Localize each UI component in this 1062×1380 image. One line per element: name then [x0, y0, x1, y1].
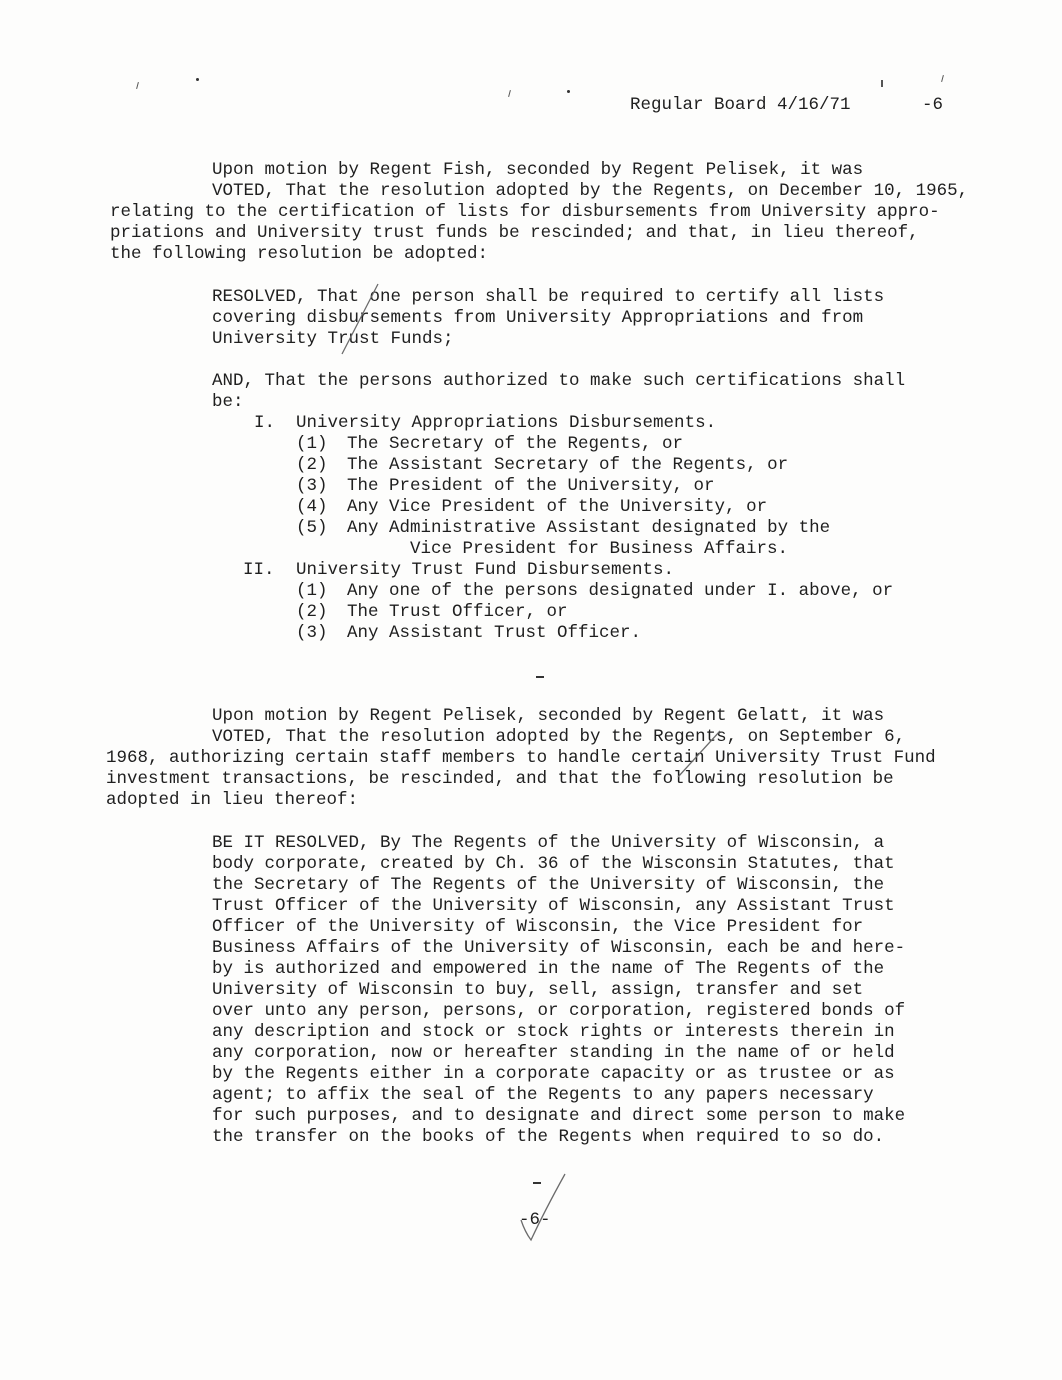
- resolution-2-line: BE IT RESOLVED, By The Regents of the University of Wisconsin, a: [212, 833, 885, 853]
- section-1-item-number: (1): [296, 434, 328, 454]
- section-1-item-text: Any Administrative Assistant designated by the: [347, 518, 831, 538]
- handwritten-check-mark: [515, 1170, 575, 1250]
- scan-speck: [196, 78, 199, 81]
- section-1-title: University Appropriations Disbursements.: [296, 413, 717, 433]
- footer-page-number: -6-: [519, 1210, 551, 1230]
- section-2-item-number: (1): [296, 581, 328, 601]
- resolution-2-line: any corporation, now or hereafter standing in the name of or held: [212, 1043, 895, 1063]
- authorized-line: AND, That the persons authorized to make such certifications shall: [212, 371, 906, 391]
- page-header-title: Regular Board 4/16/71: [630, 95, 851, 115]
- section-1-item-text: The Secretary of the Regents, or: [347, 434, 684, 454]
- scan-mark: [881, 80, 883, 87]
- section-2-item-number: (3): [296, 623, 328, 643]
- section-1-item-number: (4): [296, 497, 328, 517]
- section-1-item-text: The Assistant Secretary of the Regents, or: [347, 455, 789, 475]
- resolution-1-line: covering disbursements from University Appropriations and from: [212, 308, 864, 328]
- resolution-2-line: Officer of the University of Wisconsin, the Vice President for: [212, 917, 864, 937]
- section-separator: [536, 676, 544, 678]
- motion-2-line: 1968, authorizing certain staff members to handle certain University Trust Fund: [106, 748, 936, 768]
- resolution-2-line: Trust Officer of the University of Wisconsin, any Assistant Trust: [212, 896, 895, 916]
- scan-speck: [567, 90, 570, 93]
- motion-2-line: Upon motion by Regent Pelisek, seconded by Regent Gelatt, it was: [212, 706, 885, 726]
- section-2-item-text: Any Assistant Trust Officer.: [347, 623, 642, 643]
- resolution-2-line: agent; to affix the seal of the Regents to any papers necessary: [212, 1085, 874, 1105]
- motion-2-line: adopted in lieu thereof:: [106, 790, 359, 810]
- resolution-2-line: any description and stock or stock rights or interests therein in: [212, 1022, 895, 1042]
- resolution-2-line: the transfer on the books of the Regents when required to so do.: [212, 1127, 885, 1147]
- motion-1-line: relating to the certification of lists for disbursements from University appro-: [110, 202, 940, 222]
- authorized-line: be:: [212, 392, 244, 412]
- section-1-item-text: Any Vice President of the University, or: [347, 497, 768, 517]
- section-1-item-number: (3): [296, 476, 328, 496]
- resolution-1-line: RESOLVED, That one person shall be required to certify all lists: [212, 287, 885, 307]
- motion-2-line: investment transactions, be rescinded, and that the following resolution be: [106, 769, 894, 789]
- motion-2-line: VOTED, That the resolution adopted by the Regents, on September 6,: [212, 727, 906, 747]
- section-2-item-number: (2): [296, 602, 328, 622]
- scan-mark: [136, 82, 139, 89]
- handwritten-check-mark: [330, 280, 390, 360]
- resolution-2-line: by is authorized and empowered in the name of The Regents of the: [212, 959, 885, 979]
- motion-1-line: the following resolution be adopted:: [110, 244, 489, 264]
- scan-mark: [508, 90, 511, 97]
- section-1-numeral: I.: [254, 413, 276, 433]
- motion-1-line: priations and University trust funds be rescinded; and that, in lieu thereof,: [110, 223, 919, 243]
- resolution-2-line: Business Affairs of the University of Wisconsin, each be and here-: [212, 938, 906, 958]
- section-2-title: University Trust Fund Disbursements.: [296, 560, 675, 580]
- resolution-2-line: body corporate, created by Ch. 36 of the Wisconsin Statutes, that: [212, 854, 895, 874]
- motion-1-line: Upon motion by Regent Fish, seconded by Regent Pelisek, it was: [212, 160, 864, 180]
- resolution-2-line: University of Wisconsin to buy, sell, assign, transfer and set: [212, 980, 864, 1000]
- section-2-item-text: Any one of the persons designated under I. above, or: [347, 581, 894, 601]
- scan-mark: [941, 75, 944, 82]
- section-1-item-text: The President of the University, or: [347, 476, 715, 496]
- resolution-2-line: by the Regents either in a corporate capacity or as trustee or as: [212, 1064, 895, 1084]
- section-1-continuation: Vice President for Business Affairs.: [410, 539, 789, 559]
- handwritten-check-mark: [660, 725, 740, 785]
- motion-1-line: VOTED, That the resolution adopted by the Regents, on December 10, 1965,: [212, 181, 969, 201]
- section-2-item-text: The Trust Officer, or: [347, 602, 568, 622]
- resolution-1-line: University Trust Funds;: [212, 329, 454, 349]
- resolution-2-line: for such purposes, and to designate and direct some person to make: [212, 1106, 906, 1126]
- page-header-number: -6: [922, 95, 944, 115]
- section-1-item-number: (5): [296, 518, 328, 538]
- section-1-item-number: (2): [296, 455, 328, 475]
- resolution-2-line: the Secretary of The Regents of the University of Wisconsin, the: [212, 875, 885, 895]
- resolution-2-line: over unto any person, persons, or corporation, registered bonds of: [212, 1001, 906, 1021]
- section-2-numeral: II.: [243, 560, 275, 580]
